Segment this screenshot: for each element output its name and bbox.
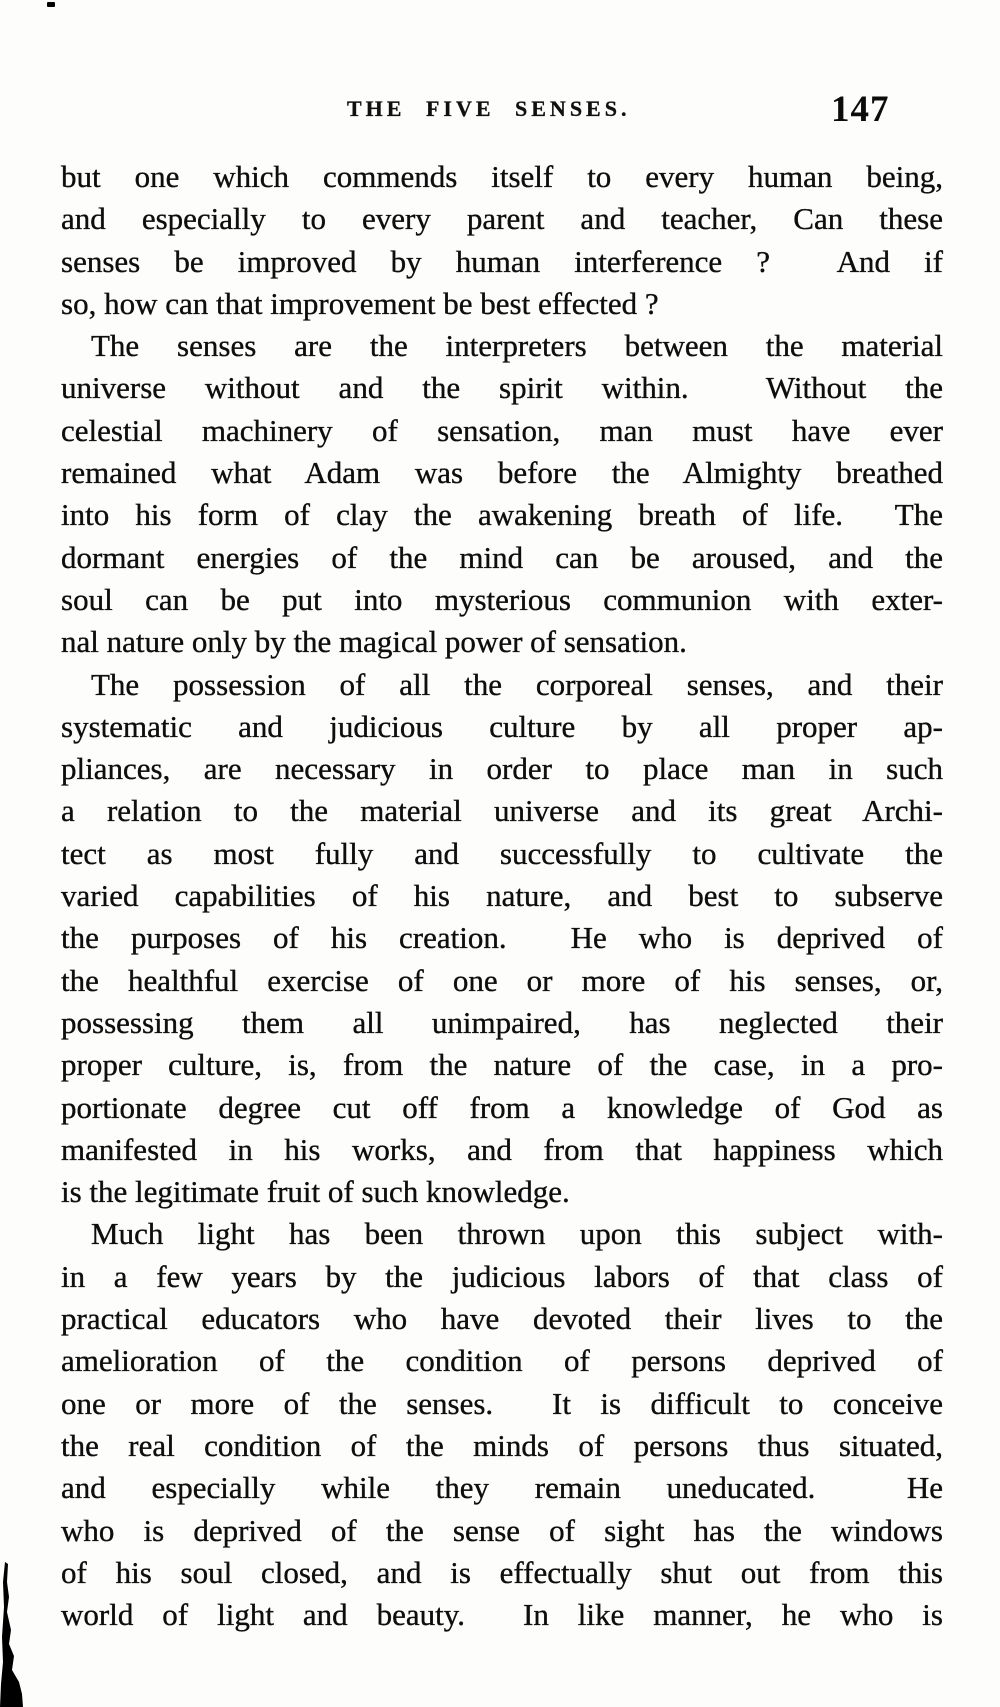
text-line: possessing them all unimpaired, has neglected their bbox=[61, 1004, 943, 1040]
text-line: the healthful exercise of one or more of his senses, or, bbox=[61, 962, 943, 998]
running-head-title: THE FIVE SENSES. bbox=[347, 96, 631, 121]
text-line: soul can be put into mysterious communion with exter- bbox=[61, 581, 943, 617]
text-line: a relation to the material universe and its great Archi- bbox=[61, 793, 943, 829]
text-line: proper culture, is, from the nature of the case, in a pro- bbox=[61, 1047, 943, 1083]
paragraph bbox=[61, 325, 943, 663]
text-line: senses be improved by human interference ? And if bbox=[61, 243, 943, 279]
text-line: world of light and beauty. In like manner, he who is bbox=[61, 1597, 943, 1633]
scan-speck-top-left bbox=[47, 2, 55, 7]
paragraph bbox=[61, 664, 943, 1214]
paragraph bbox=[61, 156, 943, 325]
text-line: is the legitimate fruit of such knowledge. bbox=[61, 1174, 570, 1210]
text-line: amelioration of the condition of persons deprived of bbox=[61, 1343, 943, 1379]
text-line: so, how can that improvement be best effected ? bbox=[61, 285, 659, 321]
text-line: Much light has been thrown upon this subject with- bbox=[91, 1216, 943, 1252]
paragraph bbox=[61, 1213, 943, 1636]
text-line: dormant energies of the mind can be aroused, and the bbox=[61, 539, 943, 575]
text-line: varied capabilities of his nature, and best to subserve bbox=[61, 878, 943, 914]
text-line: practical educators who have devoted their lives to the bbox=[61, 1301, 943, 1337]
page-body-text bbox=[61, 156, 943, 1636]
text-line: and especially to every parent and teacher, Can these bbox=[61, 201, 943, 237]
text-line: who is deprived of the sense of sight has the windows bbox=[61, 1512, 943, 1548]
text-line: tect as most fully and successfully to cultivate the bbox=[61, 835, 943, 871]
text-line: portionate degree cut off from a knowledge of God as bbox=[61, 1089, 943, 1125]
text-line: one or more of the senses. It is difficult to conceive bbox=[61, 1385, 943, 1421]
text-line: The senses are the interpreters between the material bbox=[91, 328, 943, 364]
text-line: pliances, are necessary in order to place man in such bbox=[61, 751, 943, 787]
text-line: the real condition of the minds of persons thus situated, bbox=[61, 1427, 943, 1463]
page-number: 147 bbox=[831, 89, 890, 130]
text-line: systematic and judicious culture by all proper ap- bbox=[61, 708, 943, 744]
text-line: remained what Adam was before the Almighty breathed bbox=[61, 455, 943, 491]
text-line: and especially while they remain uneducated. He bbox=[61, 1470, 943, 1506]
text-line: in a few years by the judicious labors of that class of bbox=[61, 1258, 943, 1294]
text-line: The possession of all the corporeal senses, and their bbox=[91, 666, 943, 702]
scan-ink-blot-bottom-left bbox=[0, 1552, 26, 1707]
text-line: celestial machinery of sensation, man must have ever bbox=[61, 412, 943, 448]
text-line: nal nature only by the magical power of sensation. bbox=[61, 624, 687, 660]
text-line: but one which commends itself to every human being, bbox=[61, 159, 943, 194]
text-line: universe without and the spirit within. Without the bbox=[61, 370, 943, 406]
text-line: manifested in his works, and from that happiness which bbox=[61, 1131, 943, 1167]
text-line: the purposes of his creation. He who is deprived of bbox=[61, 920, 943, 956]
text-line: into his form of clay the awakening breath of life. The bbox=[61, 497, 943, 533]
text-line: of his soul closed, and is effectually shut out from this bbox=[61, 1554, 943, 1590]
